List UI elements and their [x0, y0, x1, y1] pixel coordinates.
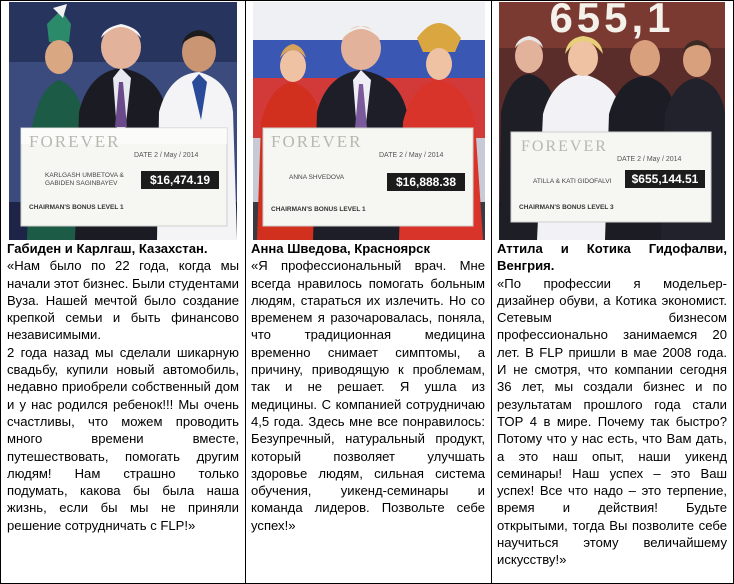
- check-payee: ATILLA & KATI GIDOFALVI: [533, 178, 612, 185]
- check-memo: CHAIRMAN'S BONUS LEVEL 1: [271, 206, 366, 213]
- testimonial-text-2: [251, 240, 485, 534]
- check-amount: $16,474.19: [141, 171, 219, 189]
- award-photo-2: [253, 2, 485, 240]
- check-payee: ANNA SHVEDOVA: [289, 174, 345, 181]
- testimonial-author-1: Габиден и Карлгаш, Казахстан.: [7, 241, 208, 256]
- testimonial-column-1: [1, 0, 245, 584]
- check-memo: CHAIRMAN'S BONUS LEVEL 1: [29, 204, 124, 211]
- award-photo-1: [9, 2, 237, 240]
- check-memo: CHAIRMAN'S BONUS LEVEL 3: [519, 204, 614, 211]
- check-brand: FOREVER: [29, 132, 121, 151]
- testimonial-author-2: Анна Шведова, Красноярск: [251, 241, 431, 256]
- testimonial-author-3: Аттила и Котика Гидофалви, Венгрия.: [497, 241, 727, 274]
- check-payee: KARLGASH UMBETOVA & GABIDEN SAGINBAYEV: [45, 172, 124, 187]
- check-date: DATE 2 / May / 2014: [134, 152, 199, 159]
- testimonial-paragraph: «По профессии я модельер-дизайнер обуви, а Котика экономист. Сетевым бизнесом профессионально занимаемся 20 лет. В FLP пришли в мае 2008 года. И не смотря, что компании сегодня 36 лет, мы создали бизнес и по результатам прошлого года стали ТОР 4 в мире. Почему так быстро? Потому что у нас есть, что Вам дать, а это наш опыт, наши уикенд семинары! Наш успех – это Ваш успех! Все что надо – это терпение, время и действия! Будьте открытыми, тогда Вы позволите себе научиться этому величайшему искусству!»: [497, 275, 727, 568]
- testimonial-paragraph: «Нам было по 22 года, когда мы начали этот бизнес. Были студентами Вуза. Нашей мечтой было создание крепкой семьи и быть финансово независимыми.: [7, 258, 239, 343]
- testimonial-column-2: [246, 0, 491, 584]
- check-date: DATE 2 / May / 2014: [617, 156, 682, 163]
- award-photo-3: [499, 2, 725, 240]
- check-date: DATE 2 / May / 2014: [379, 152, 444, 159]
- testimonial-paragraph: «Я профессиональный врач. Мне всегда нравилось помогать больным людям, стараться их излечить. Но со временем я разочаровалась, поняла, что традиционная медицина временно снимает симптомы, а причину, приводящую к проблемам, так и не решает. Я ушла из медицины. С компанией сотрудничаю 4,5 года. Здесь мне все понравилось: Безупречный, натуральный продукт, который позволяет улучшать здоровье людям, сильная система обучения, уикенд-семинары и команда лидеров. Позвольте себе успех!»: [251, 258, 485, 533]
- backdrop-number: 655,1: [549, 2, 675, 41]
- check-brand: FOREVER: [271, 132, 363, 151]
- check-brand: FOREVER: [521, 138, 608, 155]
- testimonial-paragraph: 2 года назад мы сделали шикарную свадьбу, купили новый автомобиль, недавно приобрели собственный дом и у нас родился ребенок!!! Мы очень счастливы, что можем проводить много времени вместе, путешествовать, помогать другим людям! Нам страшно только подумать, какова бы была наша жизнь, если бы мы не приняли решение сотрудничать с FLP!»: [7, 344, 239, 533]
- testimonial-text-1: [7, 240, 239, 534]
- testimonial-text-3: [497, 240, 727, 569]
- check-amount: $16,888.38: [387, 173, 465, 191]
- testimonial-column-3: [492, 0, 733, 584]
- check-amount: $655,144.51: [625, 170, 705, 188]
